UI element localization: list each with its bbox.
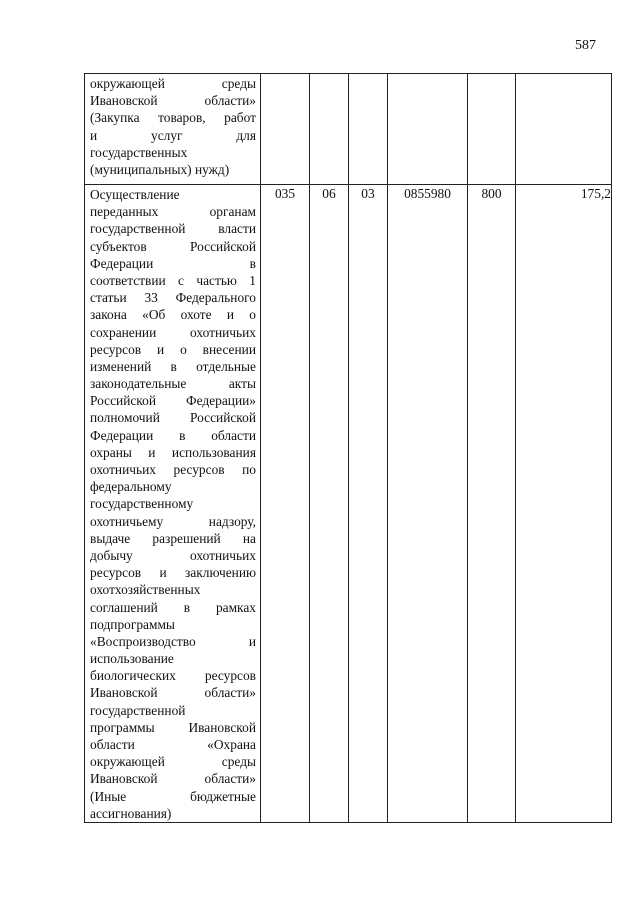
subsection-code-cell: 03 <box>349 185 388 823</box>
description-line: Федерации в области <box>90 427 256 443</box>
description-line: Осуществление <box>90 187 180 202</box>
description-line: закона «Об охоте и о <box>90 307 256 323</box>
description-line: федеральному <box>90 479 172 495</box>
table-row <box>85 185 612 823</box>
description-line: использование <box>90 651 174 667</box>
description-line: окружающей среды <box>90 754 256 770</box>
description-line: Ивановской области» <box>90 93 256 109</box>
expense-type-cell: 800 <box>468 185 516 823</box>
description-line: законодательные акты <box>90 376 256 392</box>
description-line: ресурсов и заключению <box>90 565 256 581</box>
table-row <box>85 74 612 185</box>
target-article-cell <box>388 74 468 185</box>
description-line: биологических ресурсов <box>90 668 256 684</box>
description-line: охотхозяйственных <box>90 582 201 598</box>
description-line: ресурсов и о внесении <box>90 341 256 357</box>
description-text <box>85 74 260 178</box>
expense-type-cell <box>468 74 516 185</box>
description-line: государственной власти <box>90 221 256 237</box>
section-code-cell: 06 <box>310 185 349 823</box>
description-line: ассигнования) <box>90 805 172 821</box>
description-line: Федерации в <box>90 255 256 271</box>
description-line: подпрограммы <box>90 616 175 632</box>
description-line: программы Ивановской <box>90 719 256 735</box>
description-line: соглашений в рамках <box>90 599 256 615</box>
description-line: Ивановской области» <box>90 685 256 701</box>
description-line: области «Охрана <box>90 737 256 752</box>
description-line: и услуг для <box>90 127 256 143</box>
sum-cell: 175,2 <box>516 185 612 823</box>
description-line: охотничьему надзору, <box>90 513 256 529</box>
description-line: статьи 33 Федерального <box>90 290 256 306</box>
target-article-cell: 0855980 <box>388 185 468 823</box>
description-line: «Воспроизводство и <box>90 633 256 649</box>
description-line: охраны и использования <box>90 444 256 460</box>
section-code-cell <box>310 74 349 185</box>
description-line: государственных <box>90 144 188 160</box>
ministry-code-cell <box>261 74 310 185</box>
description-cell <box>85 74 261 185</box>
description-line: государственному <box>90 496 194 512</box>
ministry-code-cell: 035 <box>261 185 310 823</box>
description-line: соответствии с частью 1 <box>90 272 256 288</box>
description-line: выдаче разрешений на <box>90 530 256 546</box>
description-line: Ивановской области» <box>90 771 256 787</box>
description-text <box>85 185 260 822</box>
description-line: государственной <box>90 702 186 718</box>
description-line: (Закупка товаров, работ <box>90 110 256 126</box>
description-line: переданных органам <box>90 204 256 220</box>
description-line: изменений в отдельные <box>90 358 256 374</box>
description-line: Российской Федерации» <box>90 393 256 409</box>
budget-table <box>84 73 612 823</box>
page-number: 587 <box>575 38 596 53</box>
subsection-code-cell <box>349 74 388 185</box>
description-line: сохранении охотничьих <box>90 324 256 340</box>
description-line: охотничьих ресурсов по <box>90 462 256 477</box>
description-cell <box>85 185 261 823</box>
description-line: окружающей среды <box>90 76 256 91</box>
description-line: полномочий Российской <box>90 410 256 426</box>
description-line: (муниципальных) нужд) <box>90 161 230 177</box>
description-line: (Иные бюджетные <box>90 788 256 804</box>
description-line: субъектов Российской <box>90 238 256 254</box>
sum-cell <box>516 74 612 185</box>
description-line: добычу охотничьих <box>90 547 256 563</box>
